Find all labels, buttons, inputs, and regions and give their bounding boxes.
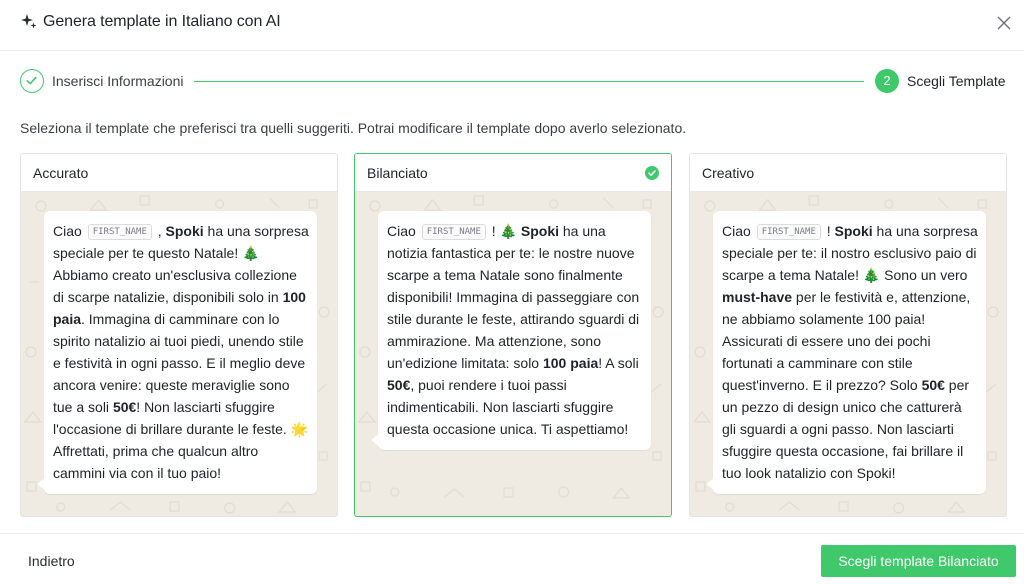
message-text: . Immagina di camminare con lo spirito natalizio ai tuoi piedi, unendo stile e festività in ogni passo. E il meglio deve ancora venire: queste meraviglie sono tue a soli [53, 311, 306, 415]
christmas-tree-icon: 🎄 [862, 267, 881, 283]
message-bubble [378, 211, 651, 450]
message-bubble [713, 211, 986, 494]
close-icon[interactable] [994, 13, 1014, 33]
modal-header [0, 0, 1024, 51]
stepper [20, 69, 1010, 95]
back-button[interactable]: Indietro [28, 553, 75, 569]
step-connector [194, 81, 864, 82]
message-text: Affrettati, prima che qualcun altro cammini via con il tuo paio! [53, 443, 259, 481]
step2-label: Scegli Template [907, 73, 1006, 89]
first-name-placeholder: FIRST_NAME [422, 224, 486, 240]
brand-name: Spoki [165, 223, 204, 239]
selected-check-icon [645, 166, 659, 180]
first-name-placeholder: FIRST_NAME [757, 224, 821, 240]
message-text: , [153, 223, 166, 239]
choose-template-button[interactable]: Scegli template Bilanciato [821, 545, 1016, 577]
card-header [355, 154, 671, 192]
message-text: ! [822, 223, 835, 239]
card-header [690, 154, 1006, 192]
instruction-text: Seleziona il template che preferisci tra quelli suggeriti. Potrai modificare il template dopo averlo selezionato. [20, 120, 687, 136]
message-bold: must-have [722, 289, 793, 305]
message-text: per le festività e, attenzione, ne abbiamo solamente 100 paia! Assicurati di essere uno dei pochi fortunati a camminare con stile quest'inverno. E il prezzo? Solo [722, 289, 971, 393]
message-text: ! Non lasciarti sfuggire l'occasione di brillare durante le feste. [53, 399, 291, 437]
message-bold: 50€ [112, 399, 137, 415]
step2-number: 2 [875, 69, 899, 93]
message-bold: 50€ [387, 377, 411, 393]
template-card-bilanciato[interactable] [354, 153, 672, 517]
brand-name: Spoki [834, 223, 873, 239]
message-text: per un pezzo di design unico che catturerà gli sguardi a ogni passo. Non lasciarti sfuggire questa occasione, fai brillare il tuo look natalizio con Spoki! [722, 377, 970, 481]
message-bold: 100 paia [53, 289, 306, 327]
message-text: ! [487, 223, 500, 239]
card-title: Bilanciato [367, 165, 428, 181]
message-text: Sono un vero [880, 267, 968, 283]
christmas-tree-icon: 🎄 [499, 223, 517, 239]
message-greeting: Ciao [387, 223, 416, 239]
message-text: Abbiamo creato un'esclusiva collezione di scarpe natalizie, disponibili solo in [53, 267, 297, 305]
message-greeting: Ciao [722, 223, 751, 239]
brand-name: Spoki [520, 223, 559, 239]
card-header [21, 154, 337, 192]
first-name-placeholder: FIRST_NAME [88, 224, 152, 240]
message-text: ha una sorpresa speciale per te questo Natale! [53, 223, 309, 261]
message-bubble [44, 211, 317, 494]
step1-check-icon [20, 69, 44, 93]
christmas-tree-icon: 🎄 [242, 245, 260, 261]
step1-label: Inserisci Informazioni [52, 73, 184, 89]
card-title: Creativo [702, 165, 755, 181]
message-text: ha una sorpresa speciale per te: il nostro esclusivo paio di scarpe a tema Natale! [722, 223, 978, 283]
template-card-accurato[interactable] [20, 153, 338, 517]
message-text: ha una notizia fantastica per te: le nostre nuove scarpe a tema Natale sono finalmente disponibili! Immagina di passeggiare con stile durante le feste, attirando sguardi di ammirazione. Ma attenzione, sono un'edizione limitata: solo [387, 223, 640, 371]
sparkle-icon [20, 12, 38, 30]
modal-footer [0, 533, 1024, 586]
star-icon: 🌟 [290, 421, 309, 437]
message-text: , puoi rendere i tuoi passi indimenticabili. Non lasciarti sfuggire questa occasione unica. Ti aspettiamo! [387, 377, 629, 437]
message-greeting: Ciao [53, 223, 82, 239]
message-bold: 50€ [921, 377, 945, 393]
modal-title: Genera template in Italiano con AI [43, 13, 281, 30]
template-card-creativo[interactable] [689, 153, 1007, 517]
message-bold: 100 paia [542, 355, 599, 371]
message-text: ! A soli [598, 355, 639, 371]
card-title: Accurato [33, 165, 89, 181]
